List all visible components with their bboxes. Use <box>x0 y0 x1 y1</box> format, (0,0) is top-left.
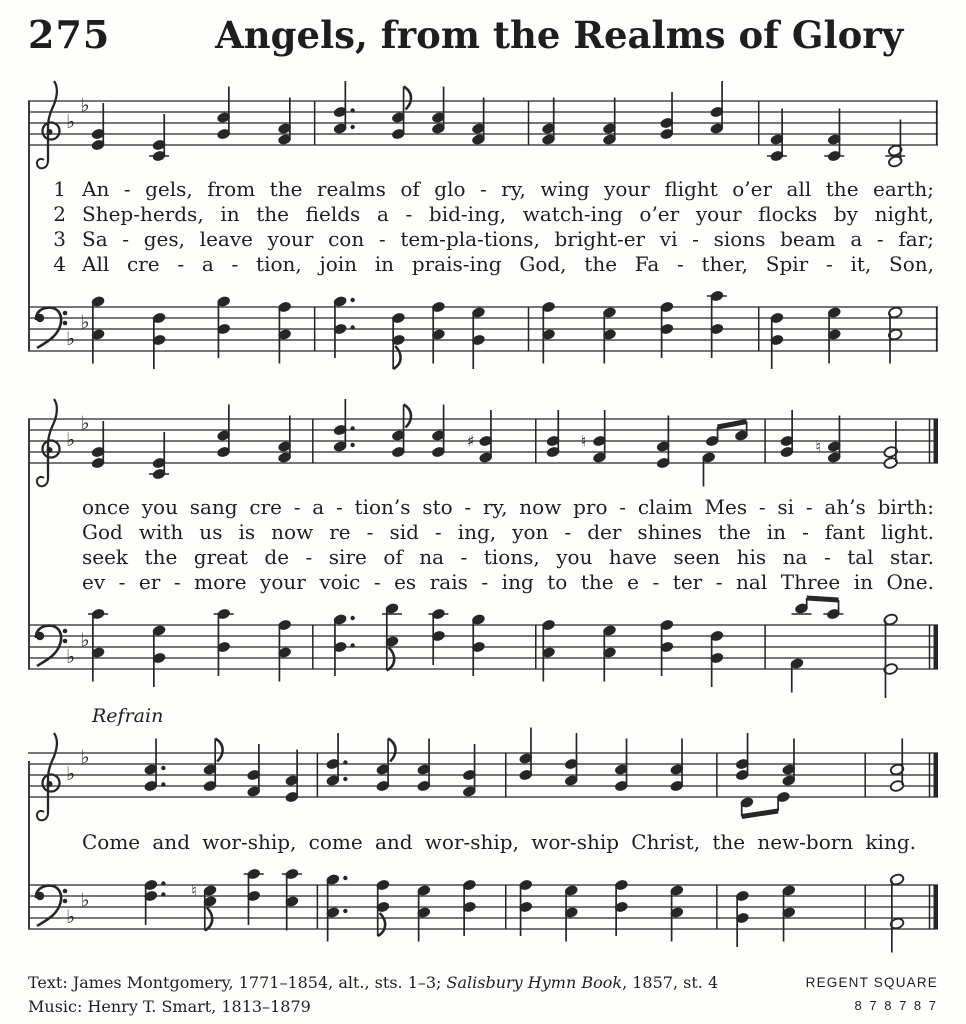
music-credit: Music: Henry T. Smart, 1813–1879 <box>28 997 311 1016</box>
verse-text: An - gels, from the realms of glo - ry, wing your flight o’er all the earth; <box>82 177 934 201</box>
verse-text: All cre - a - tion, join in prais-ing God, the Fa - ther, Spir - it, Son, <box>82 252 934 276</box>
credits <box>28 971 718 1019</box>
refrain-label: Refrain <box>92 705 164 727</box>
verse-text: Sa - ges, leave your con - tem-pla-tions, bright-er vi - sions beam a - far; <box>82 227 934 251</box>
verse-number: 2 <box>53 202 66 226</box>
verse-line <box>28 177 938 202</box>
svg-text:♭: ♭ <box>66 763 76 785</box>
verse-line <box>28 545 938 570</box>
credit-book-title: Salisbury Hymn Book <box>446 973 623 992</box>
tune-meter: 8 7 8 7 8 7 <box>854 998 938 1013</box>
page-title: Angels, from the Realms of Glory <box>215 13 904 57</box>
tune-block <box>806 971 938 1013</box>
verse-line <box>28 570 938 595</box>
hymn-number: 275 <box>28 12 111 57</box>
bass-staff-1 <box>28 277 938 383</box>
refrain-system <box>28 705 938 961</box>
verse-block-2 <box>28 495 938 595</box>
svg-text:♭: ♭ <box>80 412 90 435</box>
svg-text:♭: ♭ <box>80 746 90 769</box>
verse-number: 1 <box>53 177 66 201</box>
system-brace-line <box>28 419 30 669</box>
verse-number: 4 <box>53 252 66 276</box>
verse-text: Shep-herds, in the fields a - bid-ing, watch-ing o’er your flocks by night, <box>82 202 934 226</box>
svg-text:♭: ♭ <box>66 429 76 451</box>
treble-staff-1 <box>28 71 938 177</box>
svg-text:♯: ♯ <box>466 431 475 451</box>
refrain-text: Come and wor-ship, come and wor-ship, wor-ship Christ, the new-born king. <box>82 830 916 854</box>
treble-staff-2 <box>28 389 938 495</box>
verse-line <box>28 252 938 277</box>
treble-staff-refrain <box>28 723 938 829</box>
svg-text:♮: ♮ <box>191 881 197 900</box>
system-brace-line <box>28 101 30 351</box>
svg-text:♭: ♭ <box>66 906 76 928</box>
verse-line <box>28 520 938 545</box>
verse-text: God with us is now re - sid - ing, yon - der shines the in - fant light. <box>82 520 934 544</box>
verse-line <box>28 495 938 520</box>
footer <box>28 971 938 1019</box>
svg-text:♭: ♭ <box>66 646 76 668</box>
verse-number: 3 <box>53 227 66 251</box>
svg-text:♭: ♭ <box>80 94 90 117</box>
header <box>28 12 938 57</box>
verse-line <box>28 202 938 227</box>
svg-text:♭: ♭ <box>80 629 90 652</box>
svg-text:♭: ♭ <box>66 111 76 133</box>
svg-text:♭: ♭ <box>66 328 76 350</box>
music-system-1 <box>28 71 938 383</box>
verse-text: seek the great de - sire of na - tions, you have seen his na - tal star. <box>82 545 934 569</box>
music-system-2 <box>28 389 938 701</box>
svg-text:♭: ♭ <box>80 889 90 912</box>
verse-line <box>28 227 938 252</box>
verse-text: ev - er - more your voic - es rais - ing to the e - ter - nal Three in One. <box>82 570 934 594</box>
text-credit: Text: James Montgomery, 1771–1854, alt., sts. 1–3; Salisbury Hymn Book, 1857, st. 4 <box>28 973 719 992</box>
svg-text:♭: ♭ <box>80 311 90 334</box>
tune-name: REGENT SQUARE <box>805 975 938 990</box>
bass-staff-2 <box>28 595 938 701</box>
verse-text: once you sang cre - a - tion’s sto - ry, now pro - claim Mes - si - ah’s birth: <box>82 495 934 519</box>
verse-block-1 <box>28 177 938 277</box>
svg-text:♮: ♮ <box>815 437 821 456</box>
bass-staff-refrain <box>28 855 938 961</box>
system-brace-line <box>28 761 30 929</box>
svg-text:♮: ♮ <box>580 431 587 451</box>
